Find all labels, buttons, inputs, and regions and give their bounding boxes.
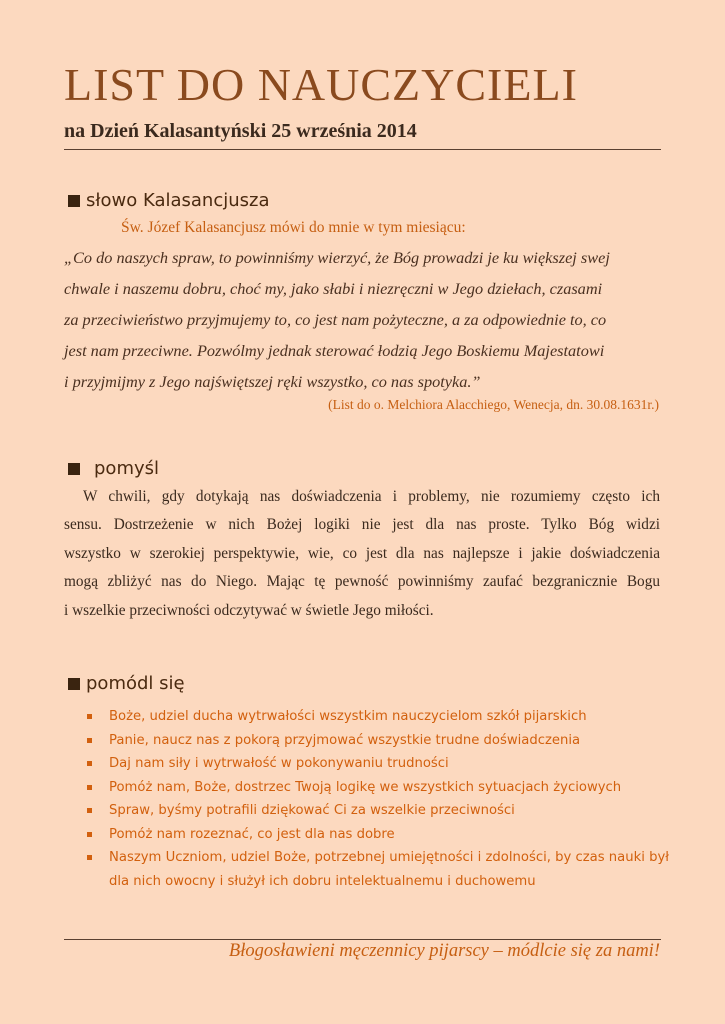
section-heading-slowo	[68, 190, 270, 211]
list-item	[84, 776, 674, 800]
section-heading-label: pomódl się	[86, 673, 185, 694]
prayer-list	[84, 705, 674, 893]
paragraph-line: i wszelkie przeciwności odczytywać w świetle Jego miłości.	[64, 601, 434, 619]
bullet-marker-icon	[87, 832, 92, 837]
list-item-text: Pomóż nam, Boże, dostrzec Twoją logikę we wszystkich sytuacjach życiowych	[109, 779, 622, 795]
list-item-text: Panie, naucz nas z pokorą przyjmować wszystkie trudne doświadczenia	[109, 732, 581, 748]
quote-intro: Św. Józef Kalasancjusz mówi do mnie w tym miesiącu:	[121, 219, 466, 236]
bullet-marker-icon	[87, 855, 92, 860]
paragraph-line: wszystko w szerokiej perspektywie, wie, co jest dla nas najlepsze i jakie doświadczenia	[64, 544, 660, 562]
bullet-marker-icon	[87, 761, 92, 766]
quote-line: jest nam przeciwne. Pozwólmy jednak sterować łodzią Jego Boskiemu Majestatowi	[64, 341, 605, 360]
footer-text: Błogosławieni męczennicy pijarscy – módlcie się za nami!	[228, 941, 660, 961]
page-title: LIST DO NAUCZYCIELI	[64, 59, 578, 110]
quote-line: za przeciwieństwo przyjmujemy to, co jest nam pożyteczne, a za odpowiednie to, co	[64, 310, 607, 329]
kalasancjusz-quote	[64, 242, 664, 397]
bullet-marker-icon	[87, 808, 92, 813]
section-heading-pomodl	[68, 673, 185, 694]
section-heading-label: słowo Kalasancjusza	[86, 190, 270, 211]
list-item-continuation: dla nich owocny i służył ich dobru intelektualnemu i duchowemu	[109, 873, 536, 889]
page-subtitle: na Dzień Kalasantyński 25 września 2014	[64, 120, 417, 142]
quote-line: „Co do naszych spraw, to powinniśmy wierzyć, że Bóg prowadzi je ku większej swej	[64, 248, 610, 267]
list-item	[84, 729, 674, 753]
header-divider	[64, 149, 661, 150]
paragraph-line: W chwili, gdy dotykają nas doświadczenia i problemy, nie rozumiemy często ich	[83, 488, 660, 505]
list-item-text: Spraw, byśmy potrafili dziękować Ci za wszelkie przeciwności	[109, 803, 515, 818]
square-bullet-icon	[68, 195, 80, 207]
section-heading-pomysl	[68, 458, 159, 479]
list-item	[84, 799, 674, 823]
list-item	[84, 823, 674, 847]
list-item-text: Boże, udziel ducha wytrwałości wszystkim nauczycielom szkół pijarskich	[109, 709, 587, 724]
list-item-text: Daj nam siły i wytrwałość w pokonywaniu trudności	[109, 756, 449, 771]
list-item-text: Pomóż nam rozeznać, co jest dla nas dobre	[109, 826, 395, 842]
paragraph-line: mogą zbliżyć nas do Niego. Mając tę pewność powinniśmy zaufać bezgranicznie Bogu	[64, 573, 660, 591]
quote-source: (List do o. Melchiora Alacchiego, Wenecja, dn. 30.08.1631r.)	[328, 397, 659, 412]
bullet-marker-icon	[87, 738, 92, 743]
square-bullet-icon	[68, 463, 80, 475]
list-item	[84, 752, 674, 776]
list-item	[84, 705, 674, 729]
square-bullet-icon	[68, 678, 80, 690]
paragraph-line: sensu. Dostrzeżenie w nich Bożej logiki nie jest dla nas proste. Tylko Bóg widzi	[64, 516, 660, 534]
bullet-marker-icon	[87, 785, 92, 790]
footer-divider	[64, 939, 661, 940]
list-item-text: Naszym Uczniom, udziel Boże, potrzebnej umiejętności i zdolności, by czas nauki był	[109, 850, 670, 865]
quote-line: i przyjmijmy z Jego najświętszej ręki wszystko, co nas spotyka.”	[64, 372, 481, 391]
quote-line: chwale i naszemu dobru, choć my, jako słabi i niezręczni w Jego dziełach, czasami	[64, 279, 603, 298]
reflection-paragraph	[64, 483, 660, 625]
list-item	[84, 846, 674, 893]
bullet-marker-icon	[87, 714, 92, 719]
section-heading-label: pomyśl	[94, 458, 160, 479]
